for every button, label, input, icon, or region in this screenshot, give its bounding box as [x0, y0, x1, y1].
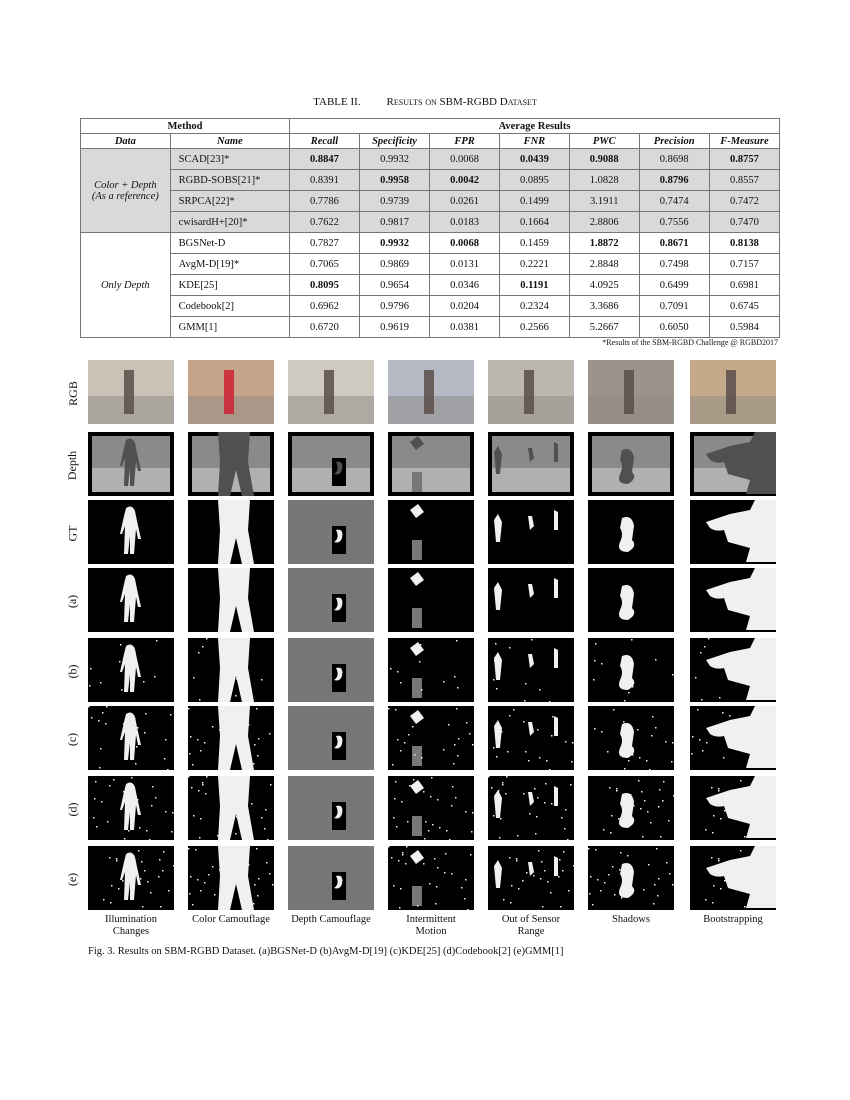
metric-value: 0.7827 [290, 233, 360, 254]
metric-value: 0.8138 [709, 233, 779, 254]
result-mask-image [690, 706, 776, 770]
table-row [81, 191, 780, 212]
ground-truth-image [690, 500, 776, 564]
result-mask-image [288, 846, 374, 910]
metric-value: 0.0042 [430, 170, 500, 191]
table-row [81, 233, 780, 254]
metric-value: 0.6499 [639, 275, 709, 296]
figure-caption: Fig. 3. Results on SBM-RGBD Dataset. (a)BGSNet-D (b)AvgM-D[19] (c)KDE[25] (d)Codebook[2] (e)GMM[1] [88, 946, 564, 957]
metric-value: 0.2324 [499, 296, 569, 317]
metric-value: 0.0068 [430, 149, 500, 170]
metric-value: 0.9869 [359, 254, 429, 275]
method-header: Method [81, 119, 290, 134]
column-header: Name [170, 134, 289, 149]
column-label: Illumination Changes [105, 914, 157, 937]
column-header: FNR [499, 134, 569, 149]
metric-value: 0.0204 [430, 296, 500, 317]
method-name: SCAD[23]* [170, 149, 289, 170]
metric-value: 0.8847 [290, 149, 360, 170]
row-label-text: (b) [65, 664, 80, 678]
table-row [81, 296, 780, 317]
column-label: Color Camouflage [192, 914, 270, 925]
result-mask-image [188, 638, 274, 702]
column-header: Precision [639, 134, 709, 149]
ground-truth-image [588, 500, 674, 564]
ground-truth-image [388, 500, 474, 564]
row-label-text: (e) [65, 872, 80, 886]
result-mask-image [88, 776, 174, 840]
result-mask-image [488, 846, 574, 910]
metric-value: 0.9932 [359, 149, 429, 170]
depth-image [288, 432, 374, 496]
metric-value: 1.8872 [569, 233, 639, 254]
depth-image [588, 432, 674, 496]
result-mask-image [288, 568, 374, 632]
metric-value: 0.0183 [430, 212, 500, 233]
metric-value: 0.0346 [430, 275, 500, 296]
row-label-text: (a) [65, 594, 80, 608]
result-mask-image [88, 638, 174, 702]
row-label [58, 846, 88, 912]
metric-value: 0.7786 [290, 191, 360, 212]
metric-value: 0.1191 [499, 275, 569, 296]
method-name: RGBD-SOBS[21]* [170, 170, 289, 191]
column-label: Intermittent Motion [406, 914, 456, 937]
column-header: PWC [569, 134, 639, 149]
data-group-label [81, 233, 171, 338]
column-header: Data [81, 134, 171, 149]
depth-image [690, 432, 776, 496]
result-mask-image [588, 568, 674, 632]
table-note: *Results of the SBM-RGBD Challenge @ RGBD2017 [602, 338, 778, 347]
result-mask-image [690, 568, 776, 632]
row-label [58, 568, 88, 634]
metric-value: 0.9619 [359, 317, 429, 338]
metric-value: 0.8757 [709, 149, 779, 170]
metric-value: 0.1459 [499, 233, 569, 254]
metric-value: 0.7157 [709, 254, 779, 275]
method-name: AvgM-D[19]* [170, 254, 289, 275]
row-label [58, 360, 88, 426]
row-label-text: RGB [65, 380, 80, 406]
result-mask-image [188, 846, 274, 910]
metric-value: 0.7622 [290, 212, 360, 233]
result-mask-image [488, 568, 574, 632]
rgb-image [690, 360, 776, 424]
column-header: FPR [430, 134, 500, 149]
group-label-line: Only Depth [100, 279, 150, 291]
result-mask-image [388, 568, 474, 632]
table-number: TABLE II. [313, 96, 361, 108]
result-mask-image [288, 706, 374, 770]
method-name: KDE[25] [170, 275, 289, 296]
depth-image [188, 432, 274, 496]
result-mask-image [588, 846, 674, 910]
metric-value: 0.5984 [709, 317, 779, 338]
result-mask-image [388, 776, 474, 840]
metric-value: 0.7556 [639, 212, 709, 233]
row-label-text: (c) [65, 732, 80, 746]
metric-value: 0.0131 [430, 254, 500, 275]
average-results-header: Average Results [290, 119, 780, 134]
table-row [81, 170, 780, 191]
result-mask-image [188, 706, 274, 770]
row-label [58, 706, 88, 772]
metric-value: 0.0261 [430, 191, 500, 212]
ground-truth-image [288, 500, 374, 564]
metric-value: 0.0068 [430, 233, 500, 254]
result-mask-image [288, 776, 374, 840]
metric-value: 0.0439 [499, 149, 569, 170]
method-name: cwisardH+[20]* [170, 212, 289, 233]
metric-value: 0.7091 [639, 296, 709, 317]
result-mask-image [388, 846, 474, 910]
depth-image [388, 432, 474, 496]
result-mask-image [388, 706, 474, 770]
metric-value: 0.9817 [359, 212, 429, 233]
metric-value: 0.0381 [430, 317, 500, 338]
rgb-image [588, 360, 674, 424]
ground-truth-image [88, 500, 174, 564]
metric-value: 2.8848 [569, 254, 639, 275]
row-label [58, 500, 88, 566]
result-mask-image [188, 568, 274, 632]
metric-value: 0.7498 [639, 254, 709, 275]
result-mask-image [690, 846, 776, 910]
rgb-image [188, 360, 274, 424]
metric-value: 0.1499 [499, 191, 569, 212]
result-mask-image [588, 776, 674, 840]
group-label-line: (As a reference) [91, 190, 159, 202]
result-mask-image [588, 706, 674, 770]
depth-image [88, 432, 174, 496]
table-row [81, 254, 780, 275]
metric-value: 0.6745 [709, 296, 779, 317]
table-row [81, 275, 780, 296]
metric-value: 0.7065 [290, 254, 360, 275]
column-header: F-Measure [709, 134, 779, 149]
ground-truth-image [188, 500, 274, 564]
metric-value: 3.1911 [569, 191, 639, 212]
result-mask-image [690, 776, 776, 840]
column-label: Out of Sensor Range [501, 914, 561, 937]
column-label: Shadows [612, 914, 650, 925]
metric-value: 4.0925 [569, 275, 639, 296]
metric-value: 0.6050 [639, 317, 709, 338]
metric-value: 0.8698 [639, 149, 709, 170]
result-mask-image [188, 776, 274, 840]
metric-value: 0.7472 [709, 191, 779, 212]
metric-value: 0.1664 [499, 212, 569, 233]
results-table [80, 118, 780, 338]
result-mask-image [88, 568, 174, 632]
result-mask-image [288, 638, 374, 702]
metric-value: 0.8671 [639, 233, 709, 254]
rgb-image [388, 360, 474, 424]
metric-value: 0.9654 [359, 275, 429, 296]
metric-value: 0.9932 [359, 233, 429, 254]
metric-value: 0.9958 [359, 170, 429, 191]
column-header: Recall [290, 134, 360, 149]
rgb-image [288, 360, 374, 424]
result-mask-image [388, 638, 474, 702]
metric-value: 0.6981 [709, 275, 779, 296]
metric-value: 0.2566 [499, 317, 569, 338]
row-label-text: (d) [65, 802, 80, 816]
table-title: Results on SBM-RGBD Dataset [386, 96, 537, 108]
result-mask-image [488, 776, 574, 840]
depth-image [488, 432, 574, 496]
metric-value: 0.2221 [499, 254, 569, 275]
metric-value: 0.0895 [499, 170, 569, 191]
metric-value: 0.8557 [709, 170, 779, 191]
row-label-text: Depth [65, 450, 80, 480]
rgb-image [488, 360, 574, 424]
data-group-label [81, 149, 171, 233]
result-mask-image [88, 706, 174, 770]
metric-value: 0.8095 [290, 275, 360, 296]
result-mask-image [588, 638, 674, 702]
result-mask-image [690, 638, 776, 702]
metric-value: 1.0828 [569, 170, 639, 191]
metric-value: 0.7474 [639, 191, 709, 212]
metric-value: 0.9796 [359, 296, 429, 317]
metric-value: 0.8391 [290, 170, 360, 191]
metric-value: 3.3686 [569, 296, 639, 317]
metric-value: 0.9088 [569, 149, 639, 170]
row-label [58, 638, 88, 704]
row-label-text: GT [65, 525, 80, 541]
table-row [81, 149, 780, 170]
row-label [58, 776, 88, 842]
ground-truth-image [488, 500, 574, 564]
metric-value: 0.9739 [359, 191, 429, 212]
group-label-line: Color + Depth [94, 179, 157, 191]
metric-value: 0.7470 [709, 212, 779, 233]
metric-value: 2.8806 [569, 212, 639, 233]
method-name: Codebook[2] [170, 296, 289, 317]
result-mask-image [488, 638, 574, 702]
metric-value: 0.6720 [290, 317, 360, 338]
metric-value: 5.2667 [569, 317, 639, 338]
table-caption [0, 96, 850, 108]
table-row [81, 317, 780, 338]
column-label: Bootstrapping [703, 914, 763, 925]
method-name: GMM[1] [170, 317, 289, 338]
row-label [58, 432, 88, 498]
result-mask-image [88, 846, 174, 910]
metric-value: 0.6962 [290, 296, 360, 317]
method-name: SRPCA[22]* [170, 191, 289, 212]
rgb-image [88, 360, 174, 424]
column-label: Depth Camouflage [291, 914, 371, 925]
result-mask-image [488, 706, 574, 770]
method-name: BGSNet-D [170, 233, 289, 254]
column-header: Specificity [359, 134, 429, 149]
table-row [81, 212, 780, 233]
metric-value: 0.8796 [639, 170, 709, 191]
